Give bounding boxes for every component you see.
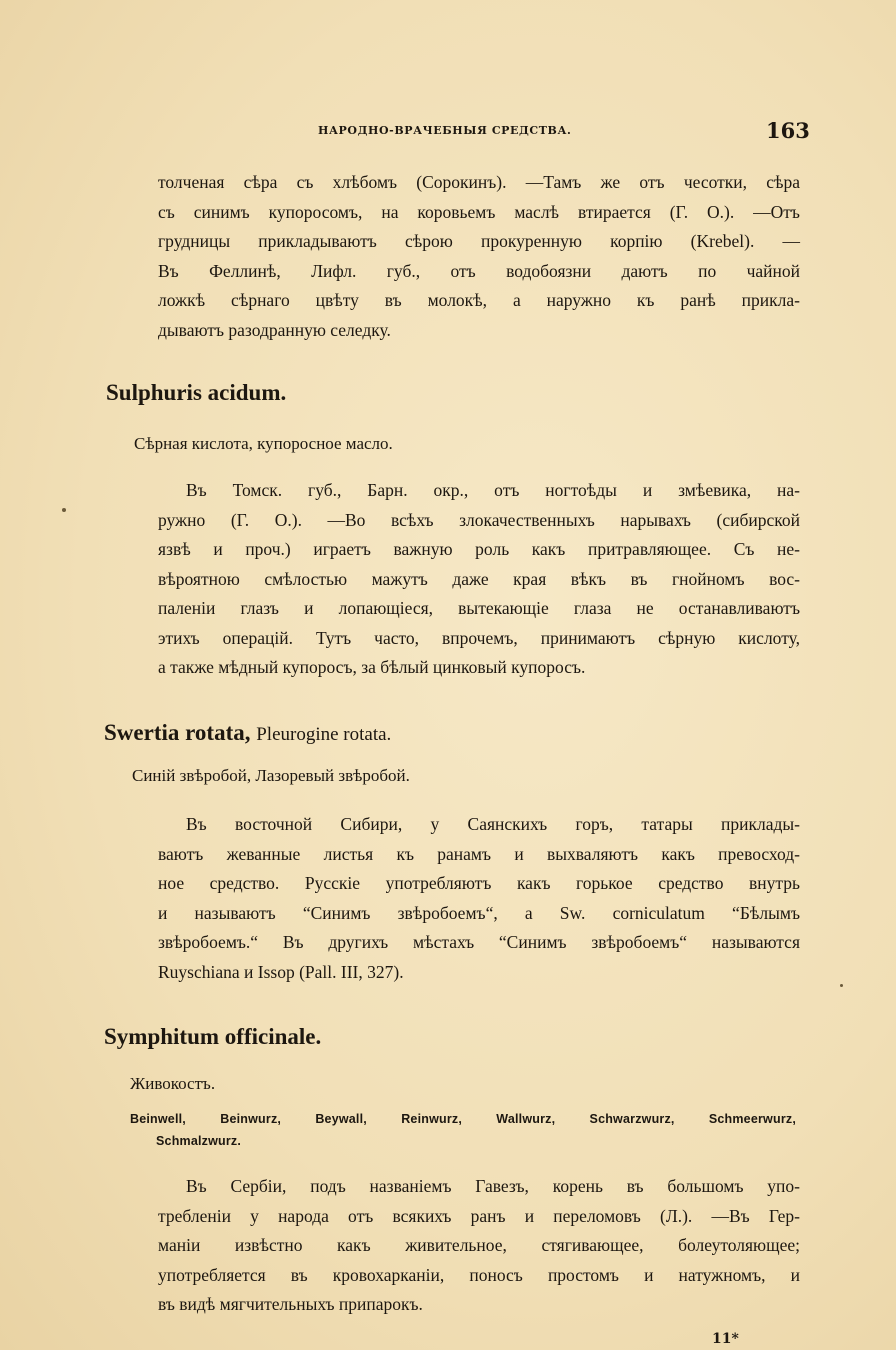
text-line: ваютъ жеванные листья къ ранамъ и выхваляютъ какъ превосход- — [158, 843, 800, 864]
german-names-line: Beinwell, Beinwurz, Beywall, Reinwurz, Wallwurz, Schwarzwurz, Schmeerwurz, — [130, 1112, 796, 1126]
text-line: требленіи у народа отъ всякихъ ранъ и переломовъ (Л.). —Въ Гер- — [158, 1205, 800, 1226]
text-line: Въ Феллинѣ, Лифл. губ., отъ водобоязни даютъ по чайной — [158, 260, 800, 281]
text-line: толченая сѣра съ хлѣбомъ (Сорокинъ). —Тамъ же отъ чесотки, сѣра — [158, 172, 800, 192]
section-paragraph-swertia — [158, 810, 800, 987]
section-paragraph-symphitum — [158, 1172, 800, 1320]
section-subtitle-sulphuris: Сѣрная кислота, купоросное масло. — [134, 434, 393, 453]
text-line: ное средство. Русскіе употребляютъ какъ горькое средство внутрь — [158, 873, 800, 893]
text-line: этихъ операцій. Тутъ часто, впрочемъ, принимаютъ сѣрную кислоту, — [158, 627, 800, 648]
text-line: паленіи глазъ и лопающіеся, вытекающіе глаза не останавливаютъ — [158, 598, 800, 618]
text-line: звѣробоемъ.“ Въ другихъ мѣстахъ “Синимъ звѣробоемъ“ называются — [158, 932, 800, 952]
german-names — [130, 1108, 796, 1152]
text-line: Въ восточной Сибири, у Саянскихъ горъ, татары приклады- — [186, 814, 800, 834]
german-names-line: Schmalzwurz. — [156, 1134, 242, 1148]
text-line: Въ Томск. губ., Барн. окр., отъ ногтоѣды и змѣевика, на- — [186, 480, 800, 500]
text-line: въ видѣ мягчительныхъ припарокъ. — [158, 1294, 423, 1314]
section-title-synonym: Pleurogine rotata. — [256, 724, 392, 745]
page-number: 163 — [766, 118, 810, 143]
ink-speck — [62, 508, 66, 512]
text-line: маніи извѣстно какъ живительное, стягивающее, болеутоляющее; — [158, 1235, 800, 1255]
text-line: дываютъ разодранную селедку. — [158, 319, 391, 340]
section-subtitle-swertia: Синій звѣробой, Лазоревый звѣробой. — [132, 766, 410, 785]
text-line: Въ Сербіи, подъ названіемъ Гавезъ, корень въ большомъ упо- — [186, 1176, 800, 1196]
text-line: съ синимъ купоросомъ, на коровьемъ маслѣ втирается (Г. О.). —Отъ — [158, 201, 800, 222]
text-line: употребляется въ кровохарканіи, поносъ простомъ и натужномъ, и — [158, 1264, 800, 1285]
section-title-symphitum: Symphitum officinale. — [104, 1024, 322, 1049]
running-head: НАРОДНО-ВРАЧЕБНЫЯ СРЕДСТВА. — [318, 124, 572, 137]
text-line: и называютъ “Синимъ звѣробоемъ“, а Sw. corniculatum “Бѣлымъ — [158, 902, 800, 923]
text-line: грудницы прикладываютъ сѣрою прокуренную корпію (Krebel). — — [158, 231, 800, 251]
section-subtitle-symphitum: Живокостъ. — [130, 1074, 216, 1093]
section-title-sulphuris: Sulphuris acidum. — [106, 380, 287, 405]
text-line: язвѣ и проч.) играетъ важную роль какъ притравляющее. Съ не- — [158, 539, 800, 559]
text-line: ложкѣ сѣрнаго цвѣту въ молокѣ, а наружно къ ранѣ прикла- — [158, 290, 800, 310]
ink-speck — [840, 984, 843, 987]
text-line: Ruyschiana и Issop (Pall. III, 327). — [158, 961, 404, 982]
intro-paragraph — [158, 168, 800, 345]
text-line: ружно (Г. О.). —Во всѣхъ злокачественныхъ нарывахъ (сибирской — [158, 509, 800, 530]
text-line: а также мѣдный купоросъ, за бѣлый цинковый купоросъ. — [158, 657, 586, 677]
section-title-main: Swertia rotata, — [104, 720, 251, 745]
signature-mark: 11* — [712, 1331, 739, 1347]
text-line: вѣроятною смѣлостью мажутъ даже края вѣкъ въ гнойномъ вос- — [158, 568, 800, 589]
section-title-swertia — [104, 720, 391, 746]
section-paragraph-sulphuris — [158, 476, 800, 683]
